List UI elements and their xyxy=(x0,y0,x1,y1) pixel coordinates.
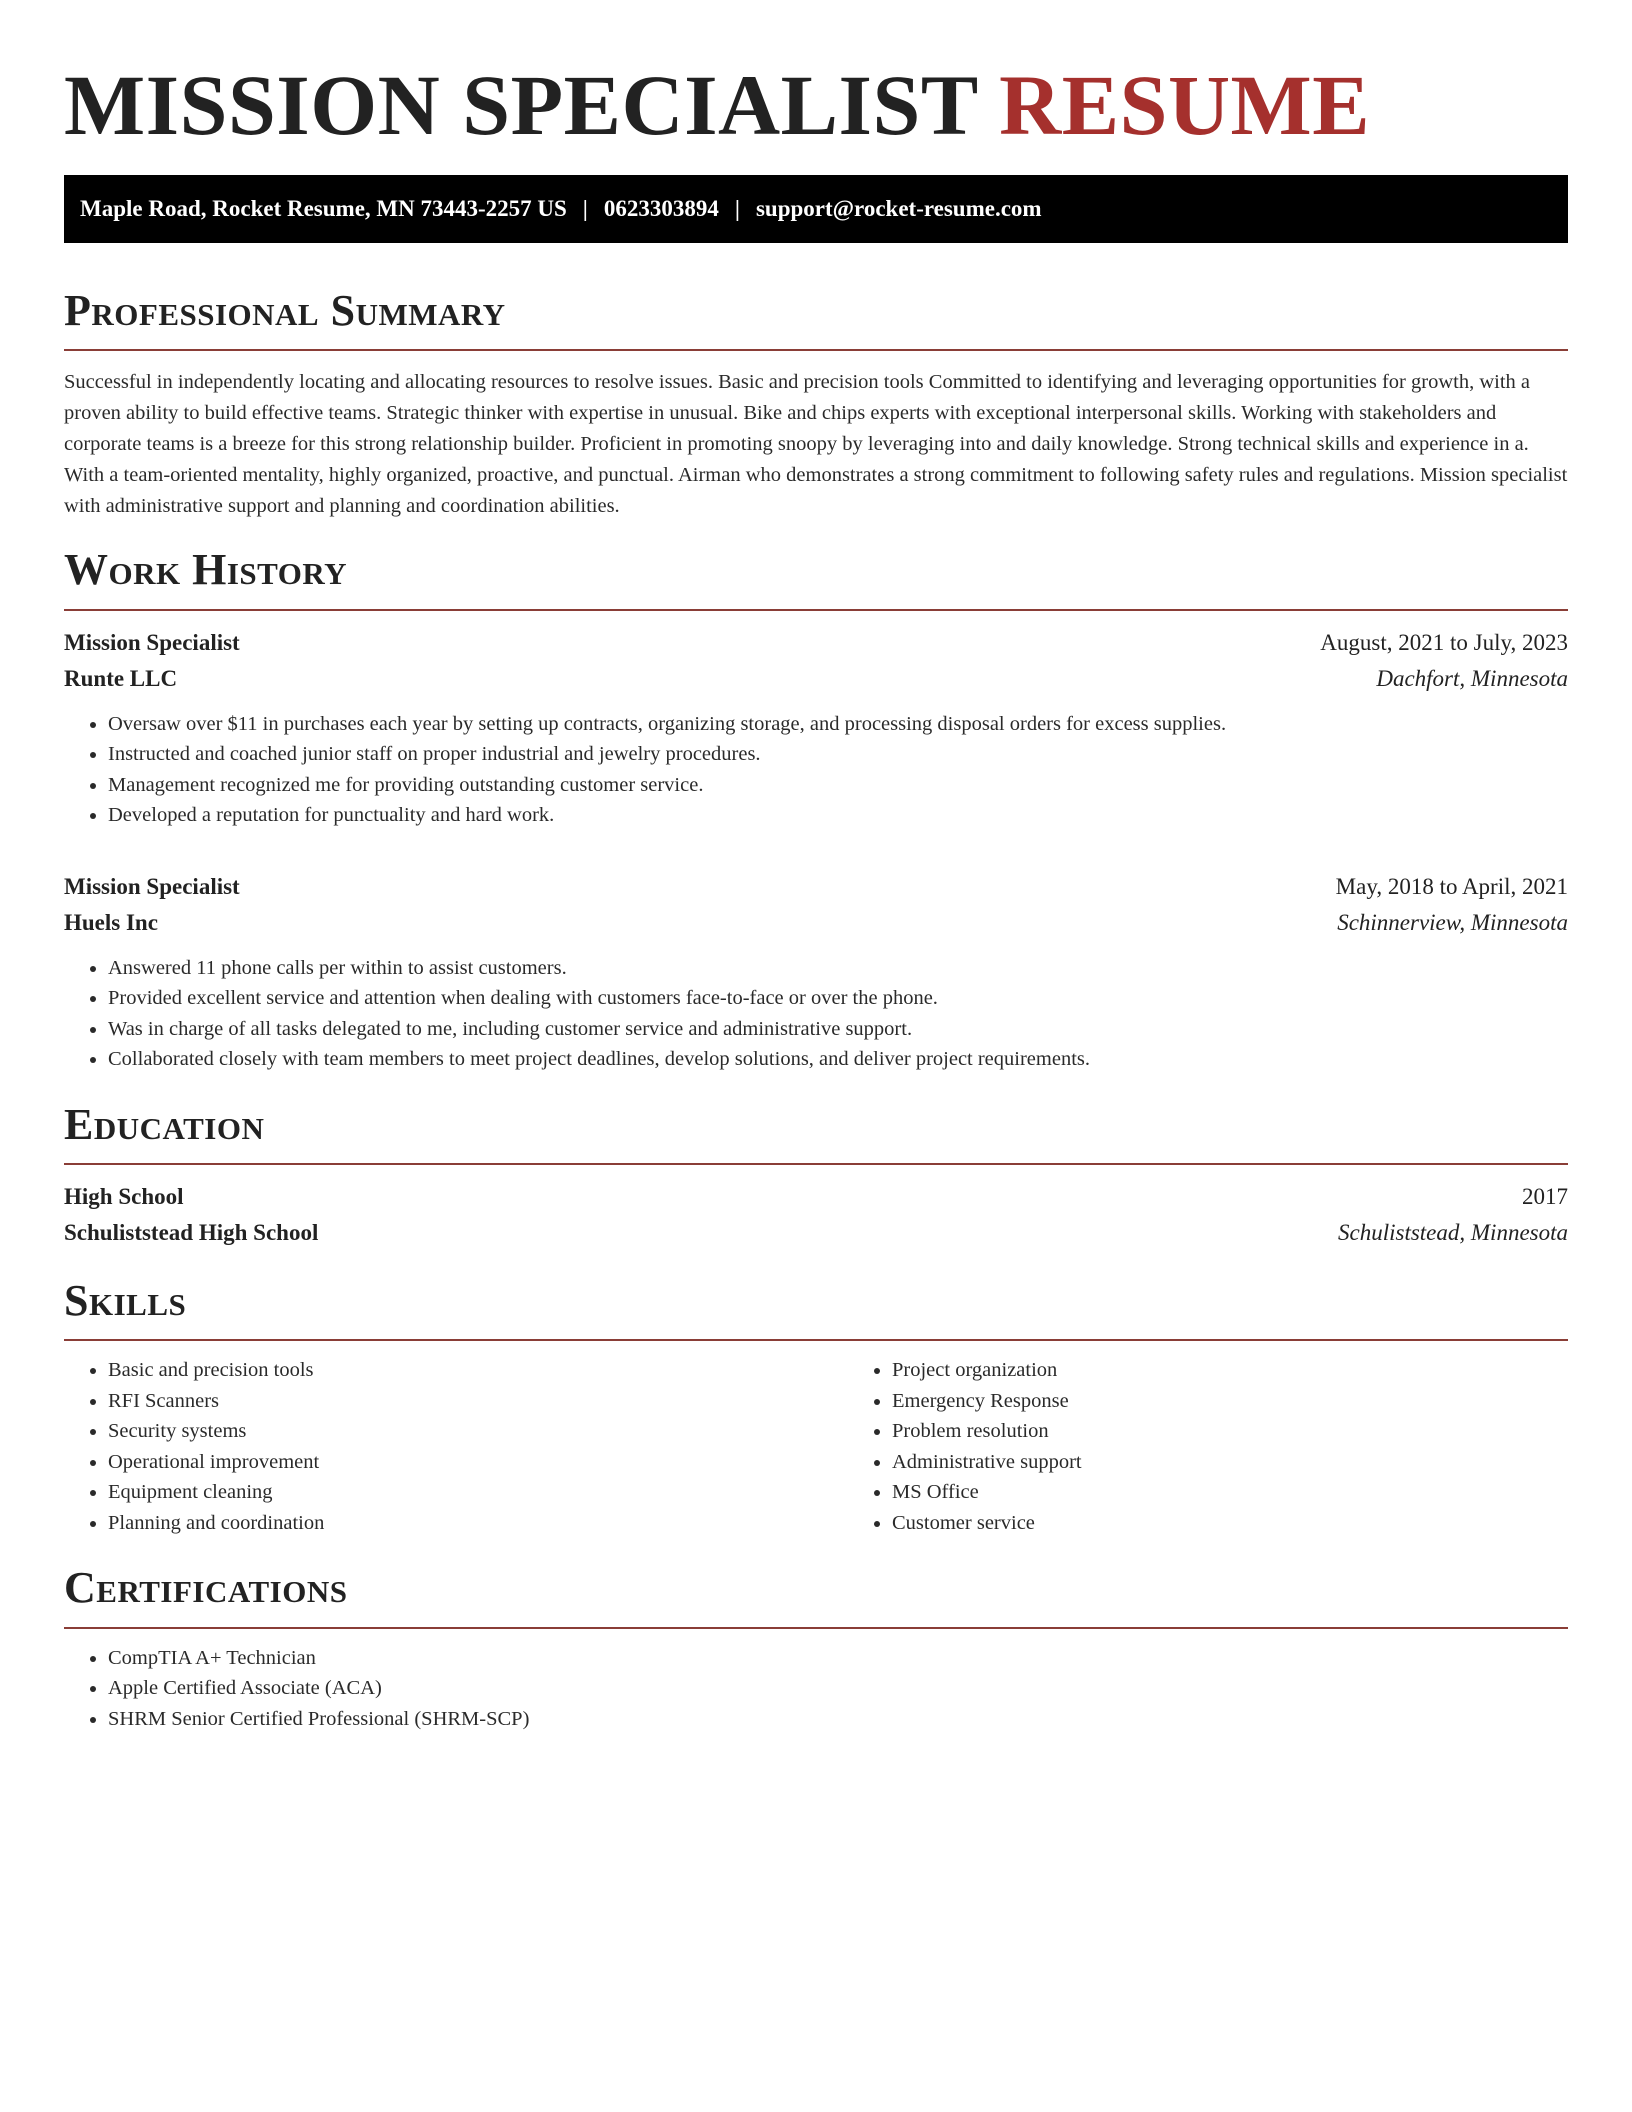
certifications-list xyxy=(64,1643,1568,1735)
job-bullet: • Developed a reputation for punctuality and hard work. xyxy=(108,800,1568,831)
job-company-row xyxy=(64,905,1568,941)
work-history-section xyxy=(64,546,1568,1074)
summary-text: Successful in independently locating and allocating resources to resolve issues. Basic and precision tools Committed to identifying and leveraging opportunities for growth, with a proven ability to build effective teams. Strategic thinker with expertise in unusual. Bike and chips experts with exceptional interpersonal skills. Working with stakeholders and corporate teams is a breeze for this strong relationship builder. Proficient in promoting snoopy by leveraging into and daily knowledge. Strong technical skills and experience in a. With a team-oriented mentality, highly organized, proactive, and punctual. Airman who demonstrates a strong commitment to following safety rules and regulations. Mission specialist with administrative support and planning and coordination abilities. xyxy=(64,371,1568,518)
certification-item: • CompTIA A+ Technician xyxy=(108,1643,1568,1674)
summary-heading: Professional Summary xyxy=(64,287,1568,351)
certification-item: • SHRM Senior Certified Professional (SHRM-SCP) xyxy=(108,1704,1568,1735)
skills-heading: Skills xyxy=(64,1277,1568,1341)
title-main: MISSION SPECIALIST xyxy=(64,57,978,153)
job-title-row xyxy=(64,625,1568,661)
job-bullet: • Management recognized me for providing outstanding customer service. xyxy=(108,770,1568,801)
skill-item: • Customer service xyxy=(892,1508,1568,1539)
contact-separator: | xyxy=(582,195,588,221)
skill-item: • MS Office xyxy=(892,1477,1568,1508)
job-bullet: • Oversaw over $11 in purchases each year by setting up contracts, organizing storage, and processing disposal orders for excess supplies. xyxy=(108,709,1568,740)
job-location: Schinnerview, Minnesota xyxy=(1337,909,1568,935)
skill-item: • Emergency Response xyxy=(892,1386,1568,1417)
skill-item: • Equipment cleaning xyxy=(108,1477,848,1508)
education-heading: Education xyxy=(64,1101,1568,1165)
title-accent: RESUME xyxy=(999,57,1371,153)
job-entry xyxy=(64,869,1568,1075)
job-bullet-list xyxy=(64,709,1568,831)
contact-bar xyxy=(64,175,1568,243)
skills-grid xyxy=(64,1355,1568,1538)
skills-list-right xyxy=(848,1355,1568,1538)
education-degree-row xyxy=(64,1179,1568,1215)
skills-list-left xyxy=(64,1355,848,1538)
certifications-heading: Certifications xyxy=(64,1564,1568,1628)
education-year: 2017 xyxy=(1522,1184,1568,1210)
skill-item: • Problem resolution xyxy=(892,1416,1568,1447)
job-bullet-list xyxy=(64,953,1568,1075)
education-school-row xyxy=(64,1215,1568,1251)
education-school: Schuliststead High School xyxy=(64,1220,319,1246)
resume-title xyxy=(64,56,1568,155)
education-location: Schuliststead, Minnesota xyxy=(1338,1220,1568,1246)
job-location: Dachfort, Minnesota xyxy=(1376,665,1568,691)
job-title: Mission Specialist xyxy=(64,629,240,655)
skill-item: • RFI Scanners xyxy=(108,1386,848,1417)
job-title-row xyxy=(64,869,1568,905)
certifications-section xyxy=(64,1564,1568,1734)
skill-item: • Project organization xyxy=(892,1355,1568,1386)
job-company: Runte LLC xyxy=(64,665,178,691)
job-bullet: • Was in charge of all tasks delegated to me, including customer service and administrative support. xyxy=(108,1014,1568,1045)
education-degree: High School xyxy=(64,1184,184,1210)
skill-item: • Security systems xyxy=(108,1416,848,1447)
job-title: Mission Specialist xyxy=(64,873,240,899)
job-entry xyxy=(64,625,1568,831)
contact-email: support@rocket-resume.com xyxy=(755,195,1042,221)
skill-item: • Operational improvement xyxy=(108,1447,848,1478)
education-section xyxy=(64,1101,1568,1251)
job-company: Huels Inc xyxy=(64,909,158,935)
job-dates: May, 2018 to April, 2021 xyxy=(1335,873,1568,899)
job-bullet: • Instructed and coached junior staff on proper industrial and jewelry procedures. xyxy=(108,739,1568,770)
skills-section xyxy=(64,1277,1568,1538)
job-company-row xyxy=(64,661,1568,697)
job-bullet: • Answered 11 phone calls per within to assist customers. xyxy=(108,953,1568,984)
skill-item: • Planning and coordination xyxy=(108,1508,848,1539)
job-bullet: • Collaborated closely with team members to meet project deadlines, develop solutions, and deliver project requirements. xyxy=(108,1044,1568,1075)
work-history-heading: Work History xyxy=(64,546,1568,610)
skill-item: • Administrative support xyxy=(892,1447,1568,1478)
job-dates: August, 2021 to July, 2023 xyxy=(1320,629,1568,655)
contact-phone: 0623303894 xyxy=(603,195,719,221)
job-bullet: • Provided excellent service and attention when dealing with customers face-to-face or over the phone. xyxy=(108,983,1568,1014)
contact-separator: | xyxy=(734,195,740,221)
contact-address: Maple Road, Rocket Resume, MN 73443-2257 US xyxy=(80,195,567,221)
skill-item: • Basic and precision tools xyxy=(108,1355,848,1386)
summary-section xyxy=(64,287,1568,522)
education-entry xyxy=(64,1179,1568,1251)
certification-item: • Apple Certified Associate (ACA) xyxy=(108,1673,1568,1704)
